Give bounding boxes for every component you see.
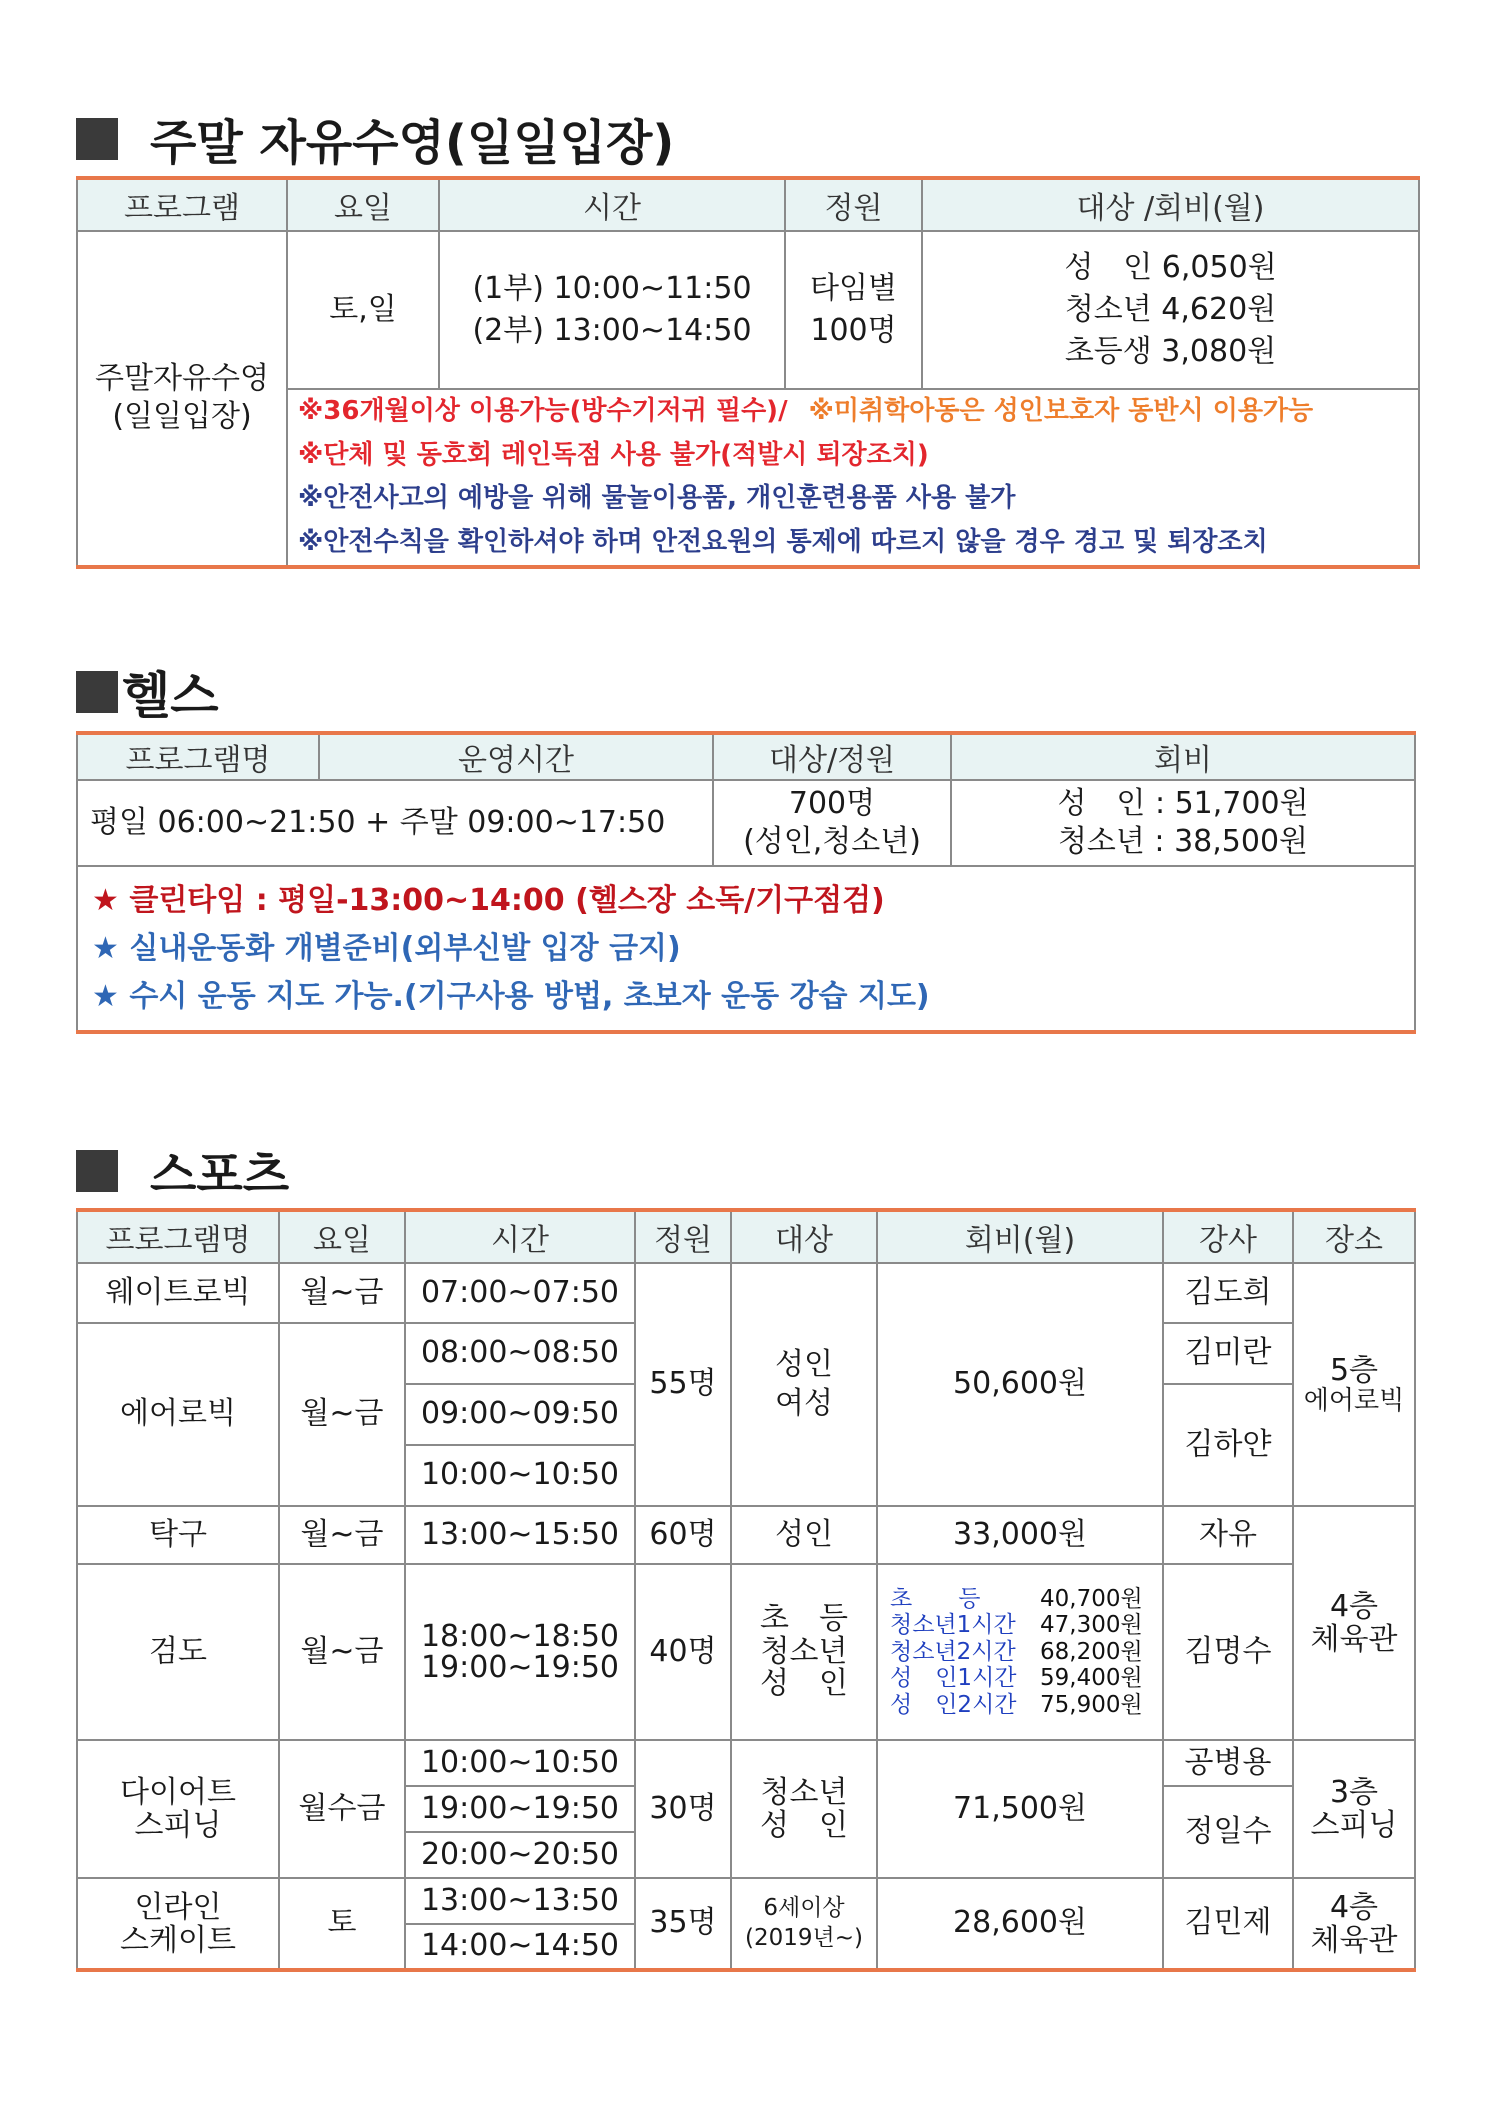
header-fee: 회비 — [951, 733, 1415, 780]
days: 토 — [279, 1878, 405, 1970]
header-hours: 운영시간 — [319, 733, 713, 780]
fee-amount: 40,700원 — [1040, 1585, 1143, 1612]
capacity-line: (성인,청소년) — [743, 824, 921, 859]
target-line: 청소년 — [760, 1775, 848, 1810]
fee-amount: 68,200원 — [1040, 1638, 1143, 1665]
table-row — [77, 1740, 1415, 1786]
capacity: 40명 — [635, 1564, 731, 1740]
instructor: 김하얀 — [1163, 1384, 1293, 1506]
header-program: 프로그램 — [77, 178, 287, 231]
place-line: 체육관 — [1310, 1922, 1398, 1958]
note-line-1: ★ 클린타임 : 평일-13:00~14:00 (헬스장 소독/기구점검) — [92, 882, 885, 918]
days: 월~금 — [279, 1564, 405, 1740]
target-line: 청소년 — [760, 1633, 848, 1669]
capacity-line: 100명 — [810, 313, 897, 348]
time-line: (1부) 10:00~11:50 — [472, 271, 752, 306]
target: 성인 — [731, 1506, 877, 1564]
header-days: 요일 — [279, 1210, 405, 1263]
name-line: 스케이트 — [120, 1922, 236, 1958]
fee-row — [890, 1692, 1162, 1718]
note-line-1 — [298, 390, 1418, 434]
program-name — [77, 1878, 279, 1970]
section-title-swim — [76, 104, 674, 173]
fee-row — [890, 1612, 1162, 1638]
header-days: 요일 — [287, 178, 439, 231]
header-instructor: 강사 — [1163, 1210, 1293, 1263]
fee-line: 청소년 : 38,500원 — [1057, 824, 1309, 859]
fee-label: 청소년2시간 — [890, 1638, 1016, 1665]
fee-cell — [951, 780, 1415, 866]
fee-row — [890, 1639, 1162, 1665]
target-line: 6세이상 — [763, 1894, 845, 1921]
time-line: 19:00~19:50 — [420, 1650, 620, 1685]
note-line-3: ※안전사고의 예방을 위해 물놀이용품, 개인훈련용품 사용 불가 — [298, 483, 1016, 514]
instructor: 김도희 — [1163, 1263, 1293, 1323]
instructor: 김미란 — [1163, 1323, 1293, 1384]
time: 13:00~13:50 — [405, 1878, 635, 1924]
target-line: (2019년~) — [745, 1924, 863, 1951]
instructor: 김민제 — [1163, 1878, 1293, 1970]
time: 08:00~08:50 — [405, 1323, 635, 1384]
header-capacity: 정원 — [635, 1210, 731, 1263]
fee-label: 청소년1시간 — [890, 1612, 1016, 1639]
program-name: 에어로빅 — [77, 1323, 279, 1506]
target-line: 여성 — [775, 1385, 833, 1421]
time — [405, 1564, 635, 1740]
fee: 28,600원 — [877, 1878, 1163, 1970]
fee-line: 청소년 4,620원 — [1064, 292, 1277, 327]
header-place: 장소 — [1293, 1210, 1415, 1263]
place — [1293, 1878, 1415, 1970]
fee-line: 성 인 6,050원 — [1064, 250, 1277, 285]
fee-amount: 59,400원 — [1040, 1665, 1143, 1692]
note-text: ※36개월이상 이용가능(방수기저귀 필수)/ — [298, 396, 788, 426]
days: 월~금 — [279, 1506, 405, 1564]
time: 10:00~10:50 — [405, 1445, 635, 1506]
instructor: 정일수 — [1163, 1786, 1293, 1878]
square-bullet-icon — [76, 118, 118, 160]
time-line: (2부) 13:00~14:50 — [472, 313, 752, 348]
days: 월~금 — [279, 1263, 405, 1323]
program-name: 탁구 — [77, 1506, 279, 1564]
place-line: 에어로빅 — [1303, 1385, 1405, 1416]
section-title-text: 스포츠 — [150, 1147, 290, 1203]
place — [1293, 1263, 1415, 1506]
target-line: 성 인 — [760, 1666, 848, 1702]
fee-label: 초 등 — [890, 1585, 981, 1612]
capacity-line: 타임별 — [810, 271, 897, 306]
days: 월수금 — [279, 1740, 405, 1878]
target-line: 성인 — [775, 1347, 833, 1383]
target — [731, 1878, 877, 1970]
square-bullet-icon — [76, 671, 118, 713]
time: 19:00~19:50 — [405, 1786, 635, 1832]
note-line-2 — [92, 925, 1414, 973]
table-row — [77, 1263, 1415, 1323]
section-title-sports — [76, 1136, 289, 1205]
sports-table — [76, 1208, 1416, 1972]
program-line: 주말자유수영 — [95, 360, 269, 396]
time-cell — [439, 231, 785, 389]
name-line: 스피닝 — [134, 1808, 222, 1843]
program-name: 웨이트로빅 — [77, 1263, 279, 1323]
target — [731, 1564, 877, 1740]
header-row — [77, 178, 1419, 231]
fee-line: 초등생 3,080원 — [1064, 334, 1277, 369]
fee: 33,000원 — [877, 1506, 1163, 1564]
table-row — [77, 1506, 1415, 1564]
swim-table — [76, 176, 1420, 569]
section-title-text: 주말 자유수영(일일입장) — [150, 115, 675, 171]
capacity: 60명 — [635, 1506, 731, 1564]
capacity-cell — [785, 231, 922, 389]
header-fee: 회비(월) — [877, 1210, 1163, 1263]
note-text: ※미취학아동은 성인보호자 동반시 이용가능 — [808, 396, 1314, 426]
fee-label: 성 인2시간 — [890, 1691, 1017, 1718]
header-target: 대상 — [731, 1210, 877, 1263]
target-line: 성 인 — [760, 1808, 848, 1843]
time: 20:00~20:50 — [405, 1832, 635, 1878]
program-name — [77, 1740, 279, 1878]
table-row — [77, 1878, 1415, 1924]
header-capacity: 정원 — [785, 178, 922, 231]
place — [1293, 1506, 1415, 1740]
section-title-health — [76, 656, 219, 728]
fee-amount: 47,300원 — [1040, 1612, 1143, 1639]
header-time: 시간 — [439, 178, 785, 231]
note-text: ★ 실내운동화 개별준비(외부신발 입장 금지) — [92, 930, 681, 966]
place — [1293, 1740, 1415, 1878]
header-time: 시간 — [405, 1210, 635, 1263]
capacity-line: 700명 — [788, 785, 876, 821]
capacity: 35명 — [635, 1878, 731, 1970]
table-row — [77, 1564, 1415, 1740]
days: 월~금 — [279, 1323, 405, 1506]
health-notes — [77, 866, 1415, 1032]
name-line: 인라인 — [134, 1889, 222, 1925]
instructor: 공병용 — [1163, 1740, 1293, 1786]
program-cell — [77, 231, 287, 567]
place-line: 체육관 — [1310, 1622, 1398, 1657]
note-line-2: ※단체 및 동호회 레인독점 사용 불가(적발시 퇴장조치) — [298, 439, 929, 470]
place-line: 4층 — [1329, 1589, 1379, 1624]
instructor: 자유 — [1163, 1506, 1293, 1564]
target — [731, 1263, 877, 1506]
place-line: 스피닝 — [1310, 1808, 1398, 1843]
target — [731, 1740, 877, 1878]
fee: 50,600원 — [877, 1263, 1163, 1506]
header-capacity: 대상/정원 — [713, 733, 951, 780]
fee-cell — [922, 231, 1419, 389]
fee-list — [877, 1564, 1163, 1740]
note-line-3: ★ 수시 운동 지도 가능.(기구사용 방법, 초보자 운동 강습 지도) — [92, 978, 930, 1014]
time-line: 18:00~18:50 — [420, 1618, 620, 1654]
time: 07:00~07:50 — [405, 1263, 635, 1323]
place-line: 5층 — [1329, 1352, 1379, 1388]
fee-line: 성 인 : 51,700원 — [1057, 785, 1309, 821]
days-cell: 토,일 — [287, 231, 439, 389]
time: 14:00~14:50 — [405, 1924, 635, 1970]
hours-cell: 평일 06:00~21:50 + 주말 09:00~17:50 — [77, 780, 713, 866]
program-line: (일일입장) — [112, 399, 252, 435]
capacity-cell — [713, 780, 951, 866]
fee-amount: 75,900원 — [1040, 1691, 1143, 1718]
notes-cell — [287, 389, 1419, 567]
health-table — [76, 731, 1416, 1034]
target-line: 초 등 — [760, 1601, 848, 1637]
section-title-text: 헬스 — [122, 667, 219, 725]
fee-row — [890, 1586, 1162, 1612]
capacity: 30명 — [635, 1740, 731, 1878]
instructor: 김명수 — [1163, 1564, 1293, 1740]
capacity: 55명 — [635, 1263, 731, 1506]
program-name: 검도 — [77, 1564, 279, 1740]
time: 09:00~09:50 — [405, 1384, 635, 1445]
header-fee: 대상 /회비(월) — [922, 178, 1419, 231]
header-program: 프로그램명 — [77, 733, 319, 780]
note-line-4: ※안전수칙을 확인하셔야 하며 안전요원의 통제에 따르지 않을 경우 경고 및 퇴장조치 — [298, 527, 1268, 558]
header-program: 프로그램명 — [77, 1210, 279, 1263]
fee-row — [890, 1665, 1162, 1691]
fee-label: 성 인1시간 — [890, 1665, 1017, 1692]
name-line: 다이어트 — [120, 1775, 236, 1810]
fee: 71,500원 — [877, 1740, 1163, 1878]
time: 10:00~10:50 — [405, 1740, 635, 1786]
square-bullet-icon — [76, 1150, 118, 1192]
place-line: 4층 — [1329, 1889, 1379, 1925]
place-line: 3층 — [1329, 1775, 1379, 1810]
time: 13:00~15:50 — [405, 1506, 635, 1564]
